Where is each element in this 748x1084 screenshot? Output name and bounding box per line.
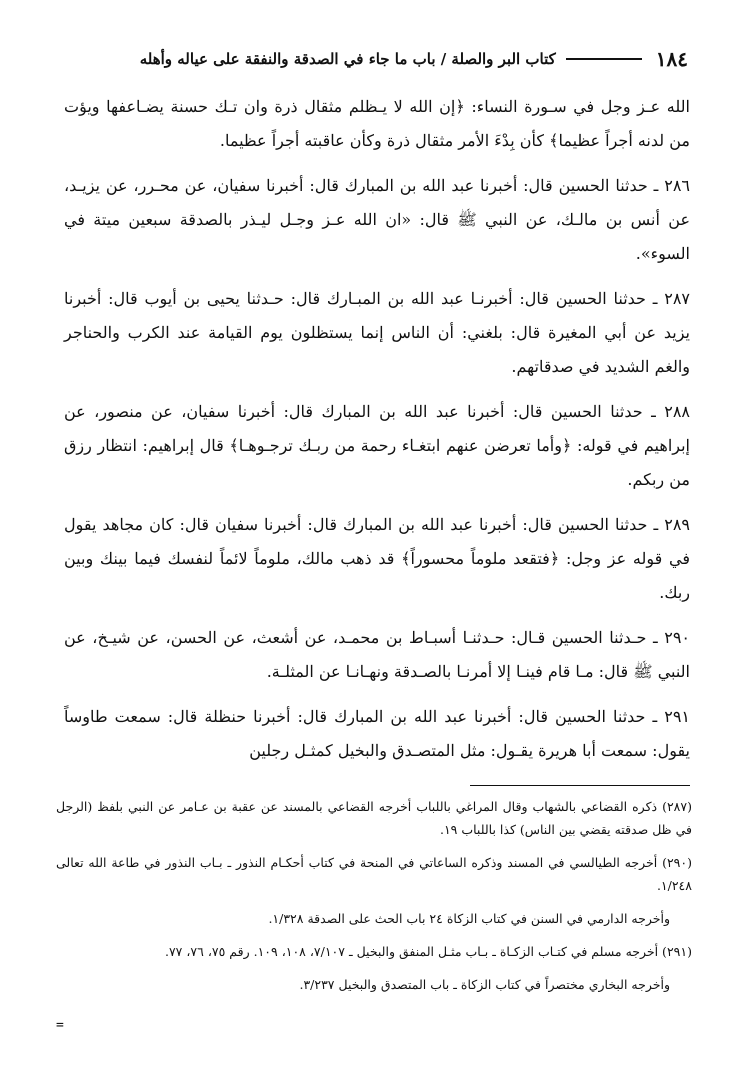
footnote-291: (٢٩١) أخرجه مسلم في كتـاب الزكـاة ـ بـاب مثـل المنفق والبخيل ـ ٧/١٠٧، ١٠٨، ١٠٩. رقم ٧٥، ٧٦، ٧٧. bbox=[164, 944, 692, 959]
hadith-287: ٢٨٧ ـ حدثنا الحسين قال: أخبرنـا عبد الله بن المبـارك قال: حـدثنا يحيى بن أيوب قال: أخبرنا يزيد عن أبي المغيرة قال: بلغني: أن الناس إنما يستظلون يوم القيامة عند الكرب والحناجر والغم الشديد في صدقاتهم. bbox=[64, 289, 690, 376]
page-number: ١٨٤ bbox=[655, 47, 688, 71]
hadith-290: ٢٩٠ ـ حـدثنا الحسين قـال: حـدثنـا أسبـاط بن محمـد، عن أشعث، عن الحسن، عن شيـخ، عن النبي ﷺ قال: مـا قام فينـا إلا أمرنـا بالصـدقة ونهـانـا عن المثلـة. bbox=[64, 628, 690, 681]
footnotes bbox=[56, 795, 692, 1006]
running-header bbox=[60, 44, 688, 74]
hadith-286: ٢٨٦ ـ حدثنا الحسين قال: أخبرنا عبد الله بن المبارك قال: أخبرنا سفيان، عن محـرر، عن يزيـد، عن أنس بن مالـك، عن النبي ﷺ قال: «ان الله عـز وجـل ليـذر بالصدقة سبعين ميتة في السوء». bbox=[64, 176, 690, 263]
continuation-mark: = bbox=[56, 1018, 64, 1033]
footnote-287: (٢٨٧) ذكره القضاعي بالشهاب وقال المراغي باللباب أخرجه القضاعي بالمسند عن عقبة بن عـامر عن النبي بلفظ (الرجل في ظل صدقته يقضي بين الناس) كذا باللباب ١٩. bbox=[56, 799, 692, 837]
hadith-291: ٢٩١ ـ حدثنا الحسين قال: أخبرنا عبد الله بن المبارك قال: أخبرنا حنظلة قال: سمعت طاوساً يقول: سمعت أبا هريرة يقـول: مثل المتصـدق والبخيل كمثـل رجلين bbox=[64, 707, 690, 760]
paragraph-continuation: الله عـز وجل في سـورة النساء: ﴿إن الله لا يـظلم مثقال ذرة وان تـك حسنة يضـاعفها ويؤت من لدنه أجراً عظيما﴾ كأن بِدْءَ الأمر مثقال ذرة وكأن عاقبته أجراً عظيما. bbox=[64, 97, 690, 150]
footnote-290: (٢٩٠) أخرجه الطيالسي في المسند وذكره الساعاتي في المنحة في كتاب أحكـام النذور ـ بـاب النذور في طاعة الله تعالى ١/٢٤٨. bbox=[56, 855, 692, 893]
hadith-289: ٢٨٩ ـ حدثنا الحسين قال: أخبرنا عبد الله بن المبارك قال: أخبرنا سفيان قال: كان مجاهد يقول في قوله عز وجل: ﴿فتقعد ملوماً محسوراً﴾ قد ذهب مالك، ملوماً لائماً لنفسك فيما بينك وبين ربك. bbox=[64, 515, 690, 602]
footnote-separator bbox=[470, 785, 690, 786]
running-header-title: كتاب البر والصلة / باب ما جاء في الصدقة والنفقة على عياله وأهله bbox=[139, 50, 556, 68]
footnote-291-continued: وأخرجه البخاري مختصراً في كتاب الزكاة ـ باب المتصدق والبخيل ٣/٢٣٧. bbox=[299, 977, 670, 992]
header-rule bbox=[566, 58, 642, 60]
footnote-290-continued: وأخرجه الدارمي في السنن في كتاب الزكاة ٢٤ باب الحث على الصدقة ١/٣٢٨. bbox=[268, 911, 670, 926]
hadith-288: ٢٨٨ ـ حدثنا الحسين قال: أخبرنا عبد الله بن المبارك قال: أخبرنا سفيان، عن منصور، عن إبراهيم في قوله: ﴿وأما تعرضن عنهم ابتغـاء رحمة من ربـك ترجـوهـا﴾ قال إبراهيم: انتظار رزق من ربكم. bbox=[64, 402, 691, 489]
main-text bbox=[64, 90, 690, 779]
